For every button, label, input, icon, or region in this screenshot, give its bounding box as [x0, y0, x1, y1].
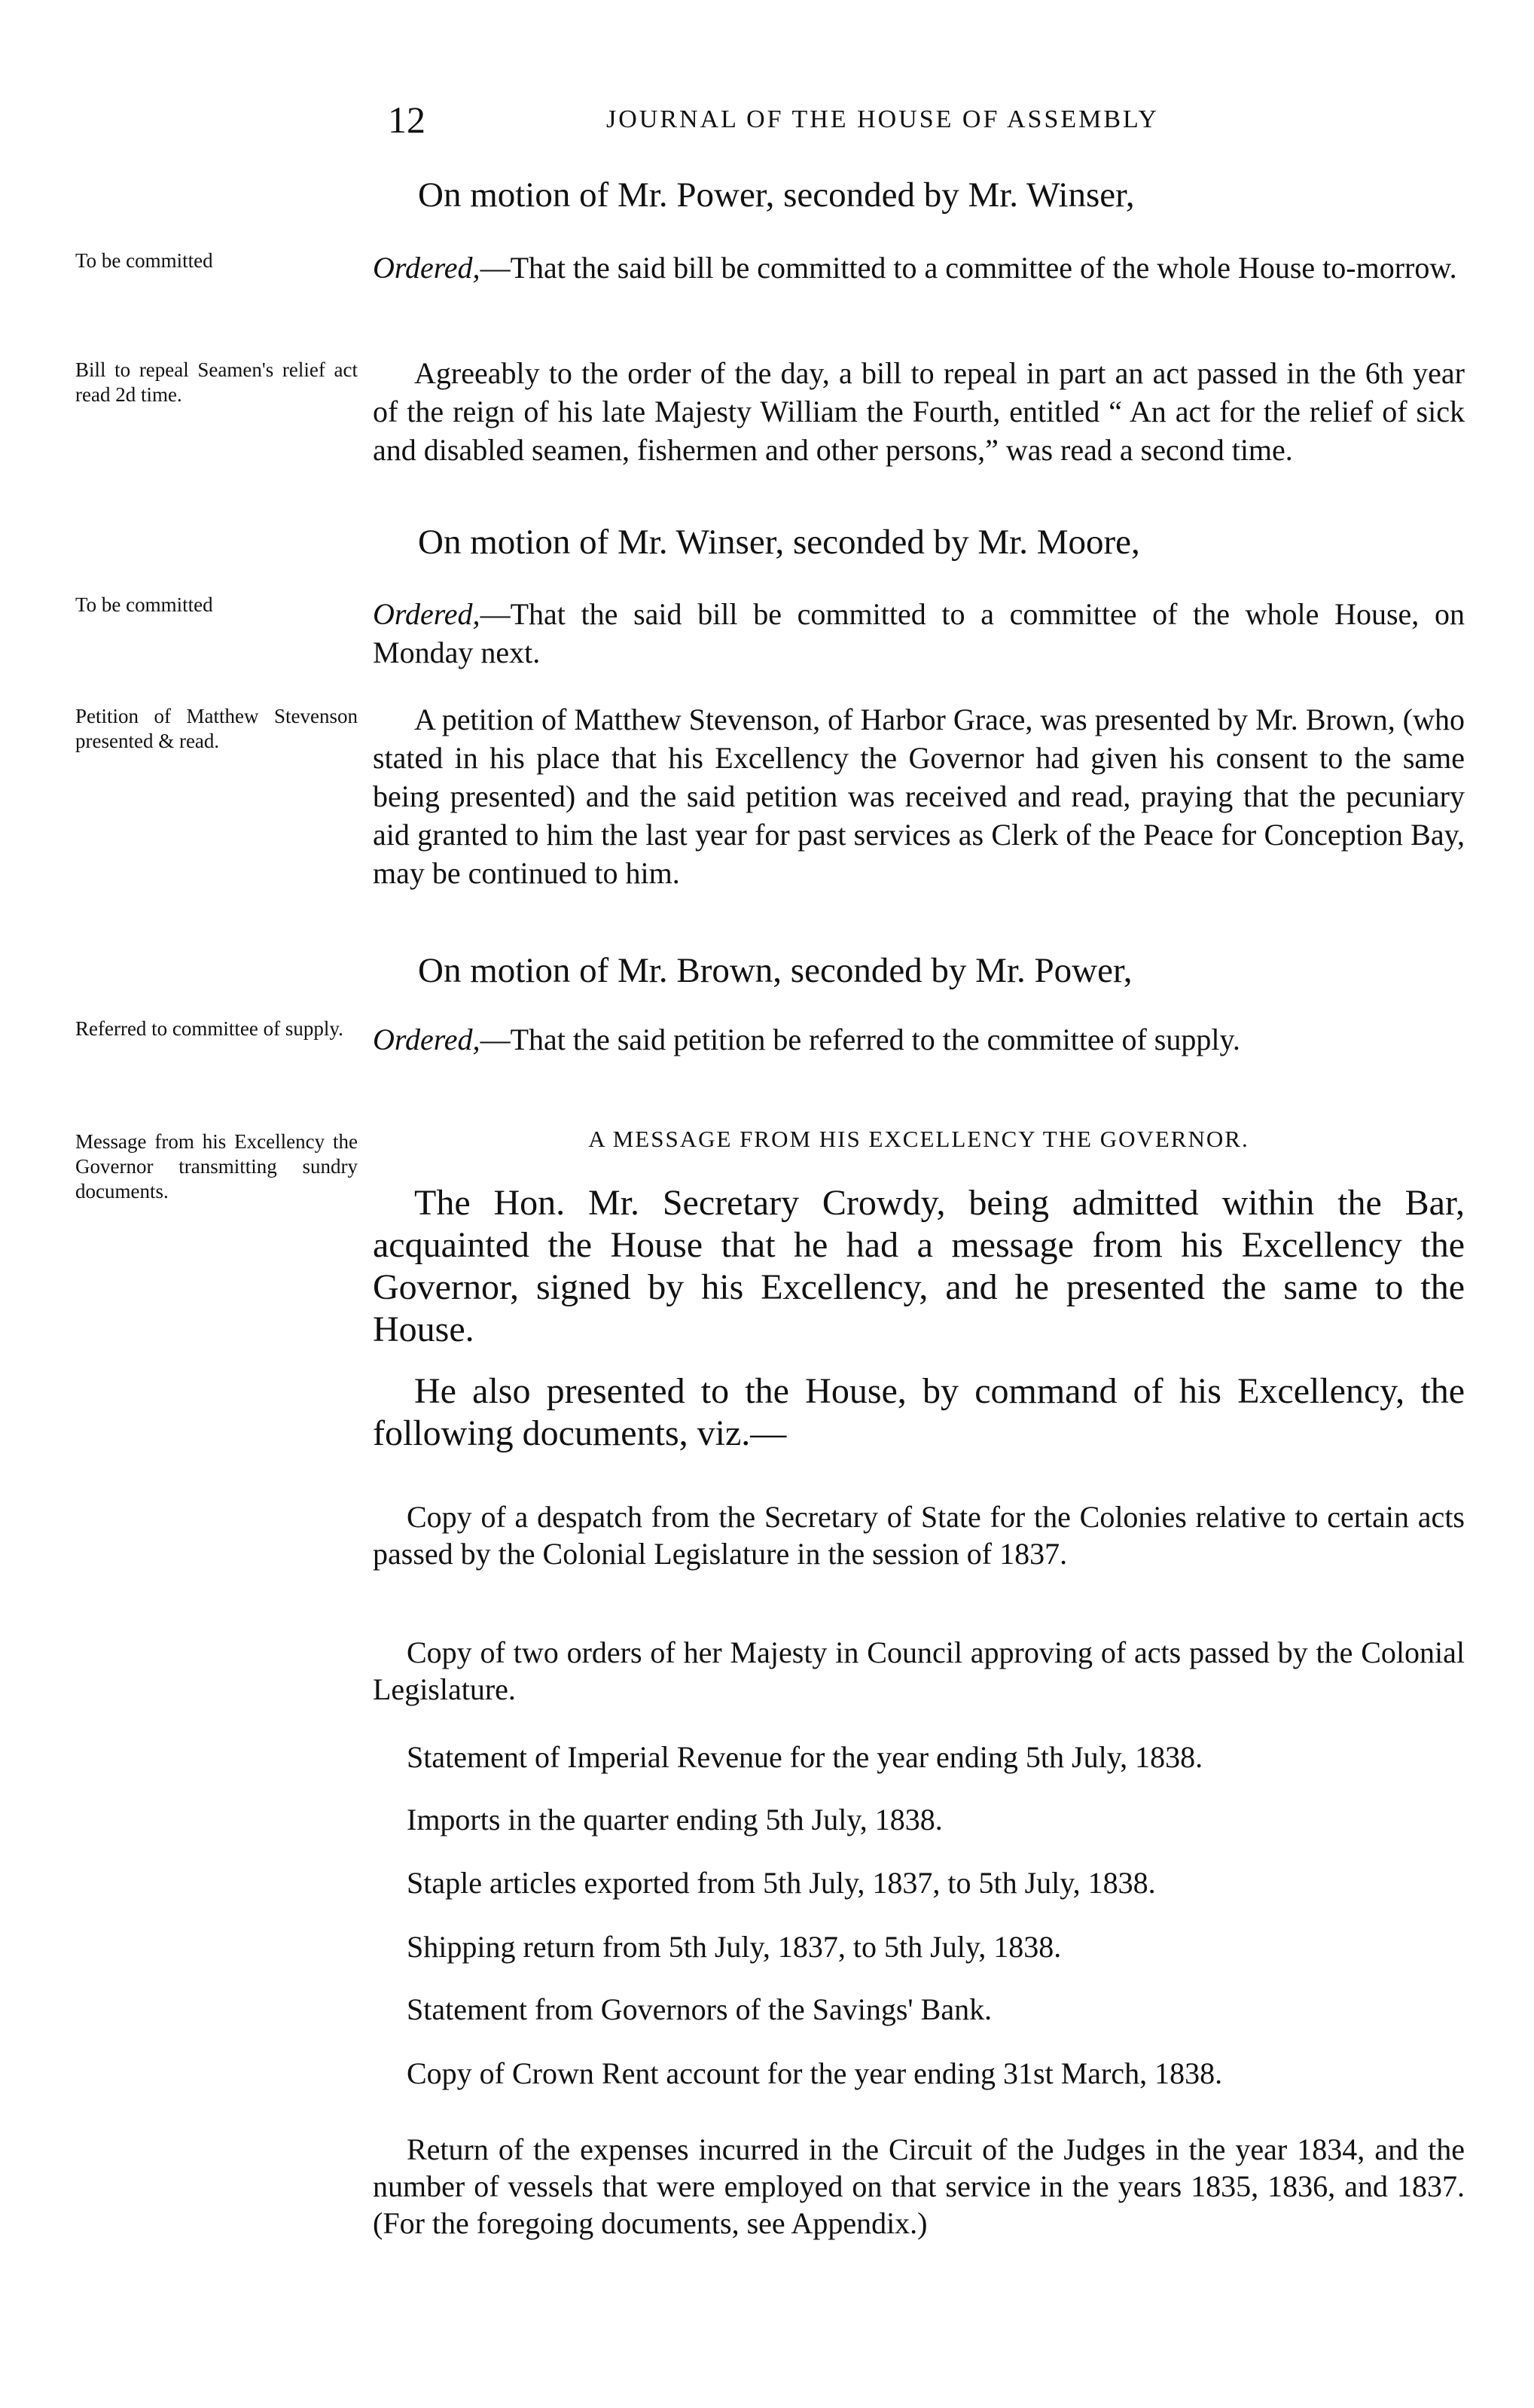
ordered-label: Ordered, [373, 1023, 480, 1056]
margin-note-to-be-committed-1: To be committed [75, 249, 213, 272]
margin-note-referred-supply: Referred to committee of supply. [75, 1017, 343, 1040]
margin-note-petition: Petition of Matthew Stevenson presented & read. [75, 705, 358, 752]
motion-brown-power: On motion of Mr. Brown, seconded by Mr. Power, [418, 951, 1133, 990]
paragraph-petition-stevenson: A petition of Matthew Stevenson, of Harbor Grace, was presented by Mr. Brown, (who stated in his place that his Excellency the Governor had given his consent to the same being presented) and the said petition was received and read, praying that the pecuniary aid granted to him the last year for past services as Clerk of the Peace for Conception Bay, may be continued to him. [373, 703, 1465, 890]
ordered-label: Ordered, [373, 597, 480, 631]
message-heading: A MESSAGE FROM HIS EXCELLENCY THE GOVERNOR. [588, 1126, 1249, 1152]
running-title: JOURNAL OF THE HOUSE OF ASSEMBLY [606, 105, 1159, 133]
motion-winser-moore: On motion of Mr. Winser, seconded by Mr. Moore, [418, 523, 1140, 562]
paragraph-message-secretary: The Hon. Mr. Secretary Crowdy, being admitted within the Bar, acquainted the House that he had a message from his Excellency the Governor, signed by his Excellency, and he presented the same to the House. [373, 1183, 1465, 1349]
motion-power-winser: On motion of Mr. Power, seconded by Mr. Winser, [418, 175, 1135, 215]
page-header [0, 98, 1534, 151]
margin-note-bill-second-reading: Bill to repeal Seamen's relief act read 2d time. [75, 358, 358, 406]
page-number: 12 [388, 99, 425, 141]
document-item-imports: Imports in the quarter ending 5th July, 1838. [407, 1803, 943, 1836]
document-item-staple-exports: Staple articles exported from 5th July, 1837, to 5th July, 1838. [407, 1866, 1156, 1900]
margin-note-message: Message from his Excellency the Governor transmitting sundry documents. [75, 1130, 358, 1202]
paragraph-documents-intro: He also presented to the House, by command of his Excellency, the following documents, viz.— [373, 1371, 1465, 1453]
order-committee-tomorrow [373, 248, 1465, 287]
document-item-savings-bank: Statement from Governors of the Savings' Bank. [407, 1992, 993, 2026]
document-item-crown-rent: Copy of Crown Rent account for the year ending 31st March, 1838. [407, 2056, 1223, 2090]
paragraph-bill-second-reading: Agreeably to the order of the day, a bill to repeal in part an act passed in the 6th year of the reign of his late Majesty William the Fourth, entitled “ An act for the relief of sick and disabled seamen, fishermen and other persons,” was read a second time. [373, 356, 1465, 467]
document-item-circuit-expenses: Return of the expenses incurred in the Circuit of the Judges in the year 1834, and the number of vessels that were employed on that service in the years 1835, 1836, and 1837. (For the foregoing documents, see Appendix.) [373, 2132, 1465, 2240]
document-item-despatch: Copy of a despatch from the Secretary of State for the Colonies relative to certain acts passed by the Colonial Legislature in the session of 1837. [373, 1500, 1465, 1571]
order-text: —That the said bill be committed to a committee of the whole House to-morrow. [480, 251, 1457, 285]
document-item-council-orders: Copy of two orders of her Majesty in Council approving of acts passed by the Colonial Legislature. [373, 1635, 1465, 1706]
ordered-label: Ordered, [373, 251, 480, 285]
order-refer-supply [373, 1020, 1465, 1059]
margin-note-to-be-committed-2: To be committed [75, 593, 213, 616]
order-text: —That the said petition be referred to the committee of supply. [480, 1023, 1240, 1056]
order-committee-monday [373, 595, 1465, 672]
order-text: —That the said bill be committed to a committee of the whole House, on Monday next. [373, 597, 1465, 669]
document-item-shipping-return: Shipping return from 5th July, 1837, to 5th July, 1838. [407, 1930, 1062, 1964]
document-item-imperial-revenue: Statement of Imperial Revenue for the year ending 5th July, 1838. [407, 1740, 1203, 1774]
